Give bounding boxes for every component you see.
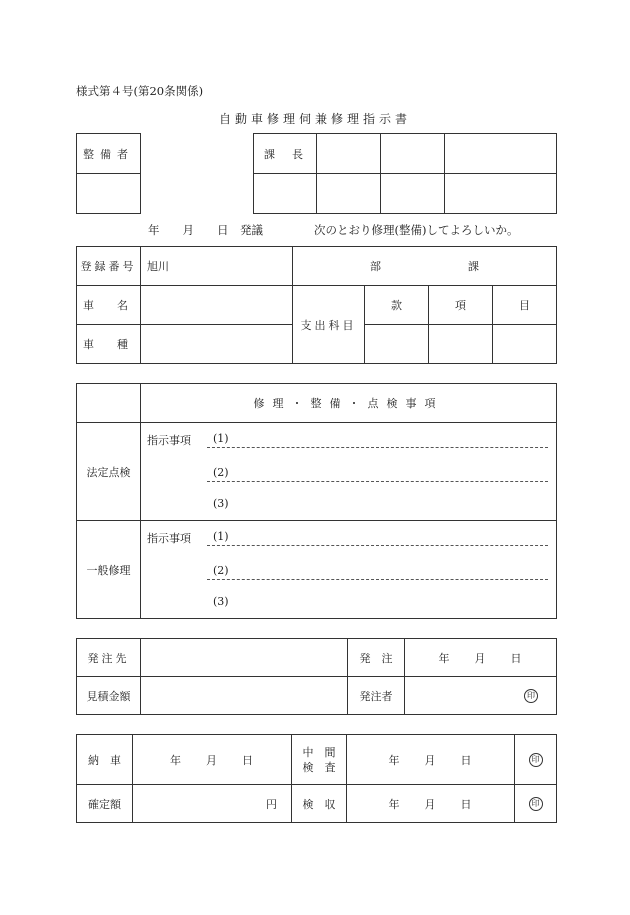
approval-stamp-cell[interactable] [254, 174, 317, 214]
legal-inspection-label: 法定点検 [77, 423, 141, 521]
inspect-seal-icon: 印 [529, 797, 543, 811]
approval-cell[interactable] [381, 134, 445, 174]
order-to-value[interactable] [141, 639, 348, 677]
mid-inspection-label-1: 中 間 [302, 745, 336, 759]
orderer-seal-icon: 印 [524, 689, 538, 703]
reg-no-label: 登録番号 [77, 247, 141, 286]
approval-box-seibisha [76, 133, 141, 214]
car-name-label: 車 名 [77, 286, 141, 325]
form-title: 自動車修理伺兼修理指示書 [218, 112, 411, 126]
delivery-table [76, 734, 557, 823]
moku-label: 目 [493, 286, 557, 325]
legal-line-1[interactable] [207, 447, 548, 448]
approval-stamp-cell[interactable] [317, 174, 381, 214]
approval-cell[interactable] [445, 134, 557, 174]
confirmed-value[interactable] [133, 785, 292, 823]
inspect-date[interactable]: 年 月 日 [347, 785, 515, 823]
inspect-label: 検 収 [292, 785, 347, 823]
approval-cell[interactable] [317, 134, 381, 174]
approval-stamp-cell[interactable] [445, 174, 557, 214]
car-type-label: 車 種 [77, 325, 141, 364]
general-instr-label: 指示事項 [147, 532, 191, 545]
kan-label: 款 [365, 286, 429, 325]
legal-instr-label: 指示事項 [147, 434, 191, 447]
general-n1: (1) [213, 530, 229, 543]
confirmed-label: 確定額 [77, 785, 133, 823]
kacho-label: 課 長 [254, 134, 317, 174]
items-corner-cell [77, 384, 141, 423]
dept-section-cell[interactable] [293, 247, 557, 286]
seibisha-stamp-cell[interactable] [77, 174, 141, 214]
proposal-date: 年 月 日 発議 [148, 223, 263, 237]
general-line-2[interactable] [207, 579, 548, 580]
approval-stamp-cell[interactable] [381, 174, 445, 214]
order-label: 発 注 [348, 639, 405, 677]
estimate-label: 見積金額 [77, 677, 141, 715]
reg-no-value[interactable]: 旭川 [141, 247, 293, 286]
general-repair-label: 一般修理 [77, 521, 141, 619]
general-line-1[interactable] [207, 545, 548, 546]
delivery-label: 納 車 [77, 735, 133, 785]
moku-value[interactable] [493, 325, 557, 364]
yen-label: 円 [266, 797, 277, 811]
order-date[interactable]: 年 月 日 [405, 639, 557, 677]
general-n3: (3) [213, 595, 229, 608]
inspect-seal-cell[interactable] [515, 785, 557, 823]
orderer-value[interactable] [405, 677, 557, 715]
car-name-value[interactable] [141, 286, 293, 325]
mid-seal-cell[interactable] [515, 735, 557, 785]
mid-inspection-label-2: 検 査 [302, 760, 336, 774]
items-header: 修理・整備・点検事項 [141, 384, 557, 423]
kan-value[interactable] [365, 325, 429, 364]
form-number: 様式第４号(第20条関係) [76, 84, 204, 98]
mid-seal-icon: 印 [529, 753, 543, 767]
legal-n1: (1) [213, 432, 229, 445]
delivery-date[interactable]: 年 月 日 [133, 735, 292, 785]
mid-inspection-label [292, 735, 347, 785]
expense-label: 支出科目 [293, 286, 365, 364]
general-n2: (2) [213, 564, 229, 577]
seibisha-label: 整備者 [77, 134, 141, 174]
orderer-label: 発注者 [348, 677, 405, 715]
legal-inspection-cell[interactable] [141, 423, 557, 521]
mid-inspection-date[interactable]: 年 月 日 [347, 735, 515, 785]
car-type-value[interactable] [141, 325, 293, 364]
kou-value[interactable] [429, 325, 493, 364]
order-table [76, 638, 557, 715]
legal-line-2[interactable] [207, 481, 548, 482]
order-to-label: 発注先 [77, 639, 141, 677]
estimate-value[interactable] [141, 677, 348, 715]
section-label: 課 [468, 260, 479, 273]
items-table [76, 383, 557, 619]
kou-label: 項 [429, 286, 493, 325]
legal-n2: (2) [213, 466, 229, 479]
legal-n3: (3) [213, 497, 229, 510]
general-repair-cell[interactable] [141, 521, 557, 619]
approval-box-kacho [253, 133, 557, 214]
proposal-request: 次のとおり修理(整備)してよろしいか。 [314, 223, 519, 237]
vehicle-table [76, 246, 557, 364]
dept-label: 部 [370, 260, 381, 273]
